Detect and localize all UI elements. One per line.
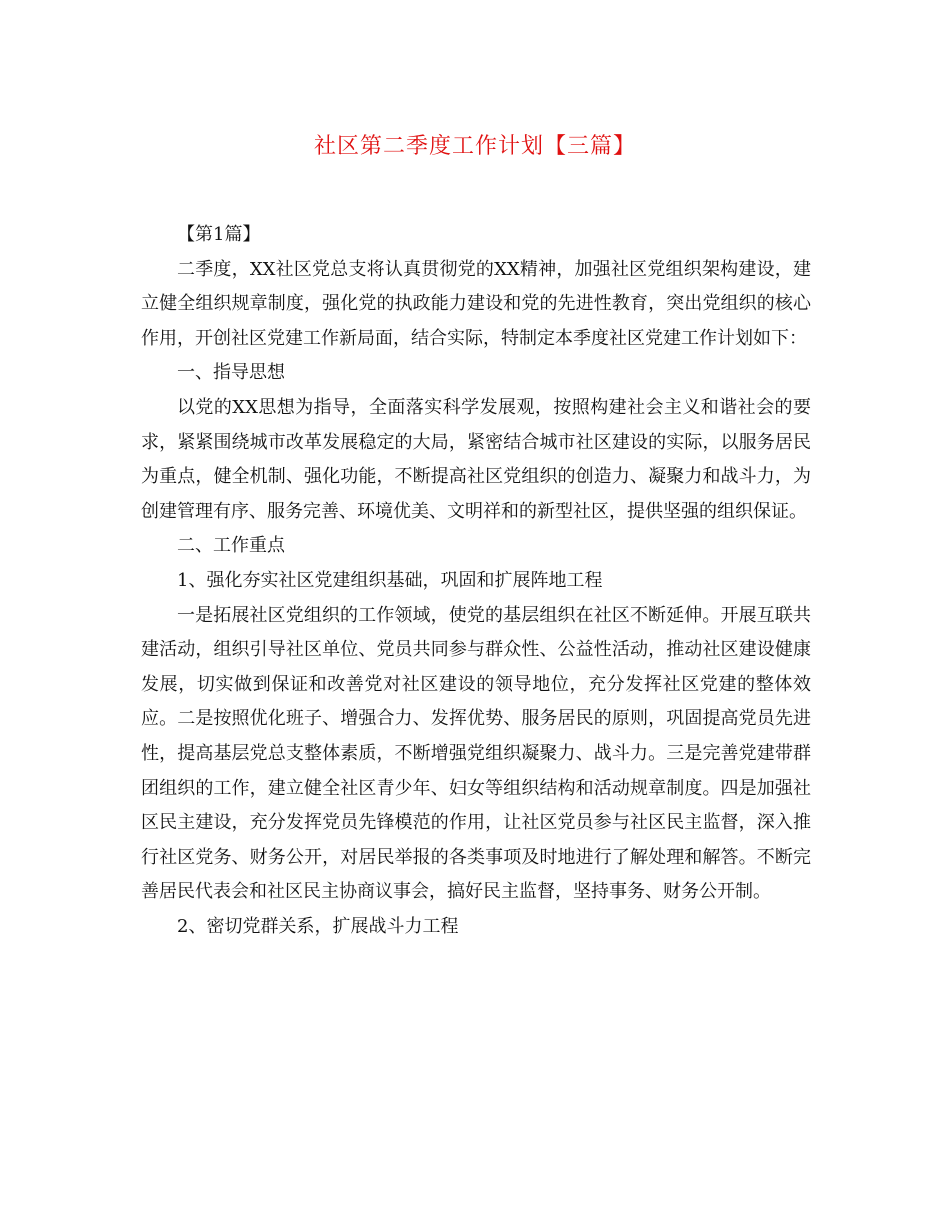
subheading-item-2: 2、密切党群关系，扩展战斗力工程 <box>177 915 459 937</box>
document-body <box>141 218 811 944</box>
subheading-item-1: 1、强化夯实社区党建组织基础，巩固和扩展阵地工程 <box>177 569 603 591</box>
section-label: 【第1篇】 <box>177 224 261 245</box>
item-1-paragraph: 一是拓展社区党组织的工作领域，使党的基层组织在社区不断延伸。开展互联共建活动，组织引导社区单位、党员共同参与群众性、公益性活动，推动社区建设健康发展，切实做到保证和改善党对社区建设的领导地位，充分发挥社区党建的整体效应。二是按照优化班子、增强合力、发挥优势、服务居民的原则，巩固提高党员先进性，提高基层党总支整体素质，不断增强党组织凝聚力、战斗力。三是完善党建带群团组织的工作，建立健全社区青少年、妇女等组织结构和活动规章制度。四是加强社区民主建设，充分发挥党员先锋模范的作用，让社区党员参与社区民主监督，深入推行社区党务、财务公开，对居民举报的各类事项及时地进行了解处理和解答。不断完善居民代表会和社区民主协商议事会，搞好民主监督，坚持事务、财务公开制。 <box>141 604 811 903</box>
document-title: 社区第二季度工作计划【三篇】 <box>313 134 636 159</box>
heading-guiding-thought: 一、指导思想 <box>177 362 285 384</box>
guiding-thought-paragraph: 以党的XX思想为指导，全面落实科学发展观，按照构建社会主义和谐社会的要求，紧紧围绕城市改革发展稳定的大局，紧密结合城市社区建设的实际，以服务居民为重点，健全机制、强化功能，不断提高社区党组织的创造力、凝聚力和战斗力，为创建管理有序、服务完善、环境优美、文明祥和的新型社区，提供坚强的组织保证。 <box>141 396 811 522</box>
heading-work-focus: 二、工作重点 <box>177 535 285 557</box>
intro-paragraph: 二季度，XX社区党总支将认真贯彻党的XX精神，加强社区党组织架构建设，建立健全组织规章制度，强化党的执政能力建设和党的先进性教育，突出党组织的核心作用，开创社区党建工作新局面，结合实际，特制定本季度社区党建工作计划如下： <box>141 258 811 349</box>
